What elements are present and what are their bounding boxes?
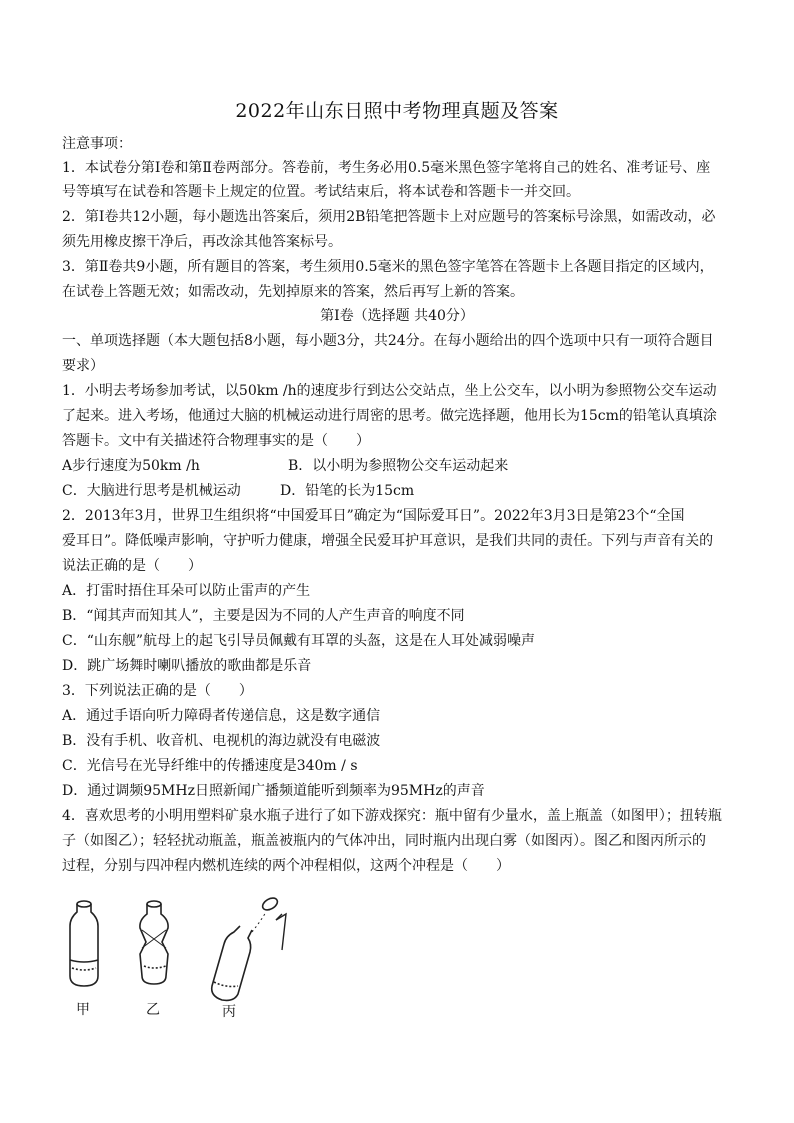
q1-stem: 1．小明去考场参加考试，以50km /h的速度步行到达公交站点，坐上公交车，以小明为参照物公交车运动 — [62, 383, 717, 399]
page-title: 2022年山东日照中考物理真题及答案 — [235, 100, 559, 122]
q3-option-b: B．没有手机、收音机、电视机的海边就没有电磁波 — [62, 733, 381, 749]
notes-line: 号等填写在试卷和答题卡上规定的位置。考试结束后，将本试卷和答题卡一并交回。 — [62, 184, 580, 200]
q3-option-a: A．通过手语向听力障碍者传递信息，这是数字通信 — [62, 708, 381, 724]
q1-option-d: D．铅笔的长为15cm — [280, 483, 415, 499]
q2-option-c: C．“山东舰”航母上的起飞引导员佩戴有耳罩的头盔，这是在人耳处减弱噪声 — [62, 633, 536, 649]
notes-line: 3．第Ⅱ卷共9小题，所有题目的答案，考生须用0.5毫米的黑色签字笔答在答题卡上各题目指定的区域内， — [62, 259, 714, 275]
notes-line: 在试卷上答题无效；如需改动，先划掉原来的答案，然后再写上新的答案。 — [62, 284, 524, 300]
bottle-yi-icon — [140, 901, 168, 984]
part-instruction: 一、单项选择题（本大题包括8小题，每小题3分，共24分。在每小题给出的四个选项中只有一项符合题目 — [62, 333, 714, 349]
figure-label-yi: 乙 — [146, 1002, 160, 1018]
q2-stem: 2．2013年3月，世界卫生组织将“中国爱耳日”确定为“国际爱耳日”。2022年3月3日是第23个“全国 — [62, 508, 685, 524]
section-title: 第Ⅰ卷（选择题 共40分） — [320, 308, 474, 324]
q4-figure — [62, 890, 302, 1020]
bottle-jia-icon — [70, 901, 98, 986]
q2-option-d: D．跳广场舞时喇叭播放的歌曲都是乐音 — [62, 658, 312, 674]
notes-heading: 注意事项： — [62, 136, 132, 152]
q2-option-a: A．打雷时捂住耳朵可以防止雷声的产生 — [62, 583, 311, 599]
notes-line: 须先用橡皮擦干净后，再改涂其他答案标号。 — [62, 234, 342, 250]
q1-option-a: A步行速度为50km /h — [62, 458, 200, 474]
q3-stem: 3．下列说法正确的是（ ） — [62, 683, 253, 699]
q1-option-b: B．以小明为参照物公交车运动起来 — [288, 458, 509, 474]
q2-option-b: B．“闻其声而知其人”，主要是因为不同的人产生声音的响度不同 — [62, 608, 465, 624]
figure-label-jia: 甲 — [76, 1002, 90, 1018]
q3-option-c: C．光信号在光导纤维中的传播速度是340m / s — [62, 758, 358, 774]
q1-option-c: C．大脑进行思考是机械运动 — [62, 483, 241, 499]
q4-stem: 4．喜欢思考的小明用塑料矿泉水瓶子进行了如下游戏探究：瓶中留有少量水，盖上瓶盖（如图甲）；扭转瓶 — [62, 808, 722, 824]
figure-label-bing: 丙 — [222, 1004, 236, 1020]
q1-stem: 了起来。进入考场，他通过大脑的机械运动进行周密的思考。做完选择题，他用长为15cm的铅笔认真填涂 — [62, 408, 717, 424]
part-instruction: 要求） — [62, 358, 104, 374]
notes-line: 1．本试卷分第Ⅰ卷和第Ⅱ卷两部分。答卷前，考生务必用0.5毫米黑色签字笔将自己的姓名、准考证号、座 — [62, 160, 711, 176]
q3-option-d: D．通过调频95MHz日照新闻广播频道能听到频率为95MHz的声音 — [62, 783, 485, 799]
notes-line: 2．第Ⅰ卷共12小题，每小题选出答案后，须用2B铅笔把答题卡上对应题号的答案标号涂黑，如需改动，必 — [62, 209, 716, 225]
q4-stem: 子（如图乙）；轻轻扰动瓶盖，瓶盖被瓶内的气体冲出，同时瓶内出现白雾（如图丙）。图乙和图丙所示的 — [62, 833, 706, 849]
q2-stem: 说法正确的是（ ） — [62, 558, 202, 574]
bottle-bing-icon — [212, 896, 286, 1001]
q2-stem: 爱耳日”。降低噪声影响，守护听力健康，增强全民爱耳护耳意识，是我们共同的责任。下列与声音有关的 — [62, 533, 714, 549]
q1-stem: 答题卡。文中有关描述符合物理事实的是（ ） — [62, 433, 370, 449]
q4-stem: 过程，分别与四冲程内燃机连续的两个冲程相似，这两个冲程是（ ） — [62, 858, 510, 874]
